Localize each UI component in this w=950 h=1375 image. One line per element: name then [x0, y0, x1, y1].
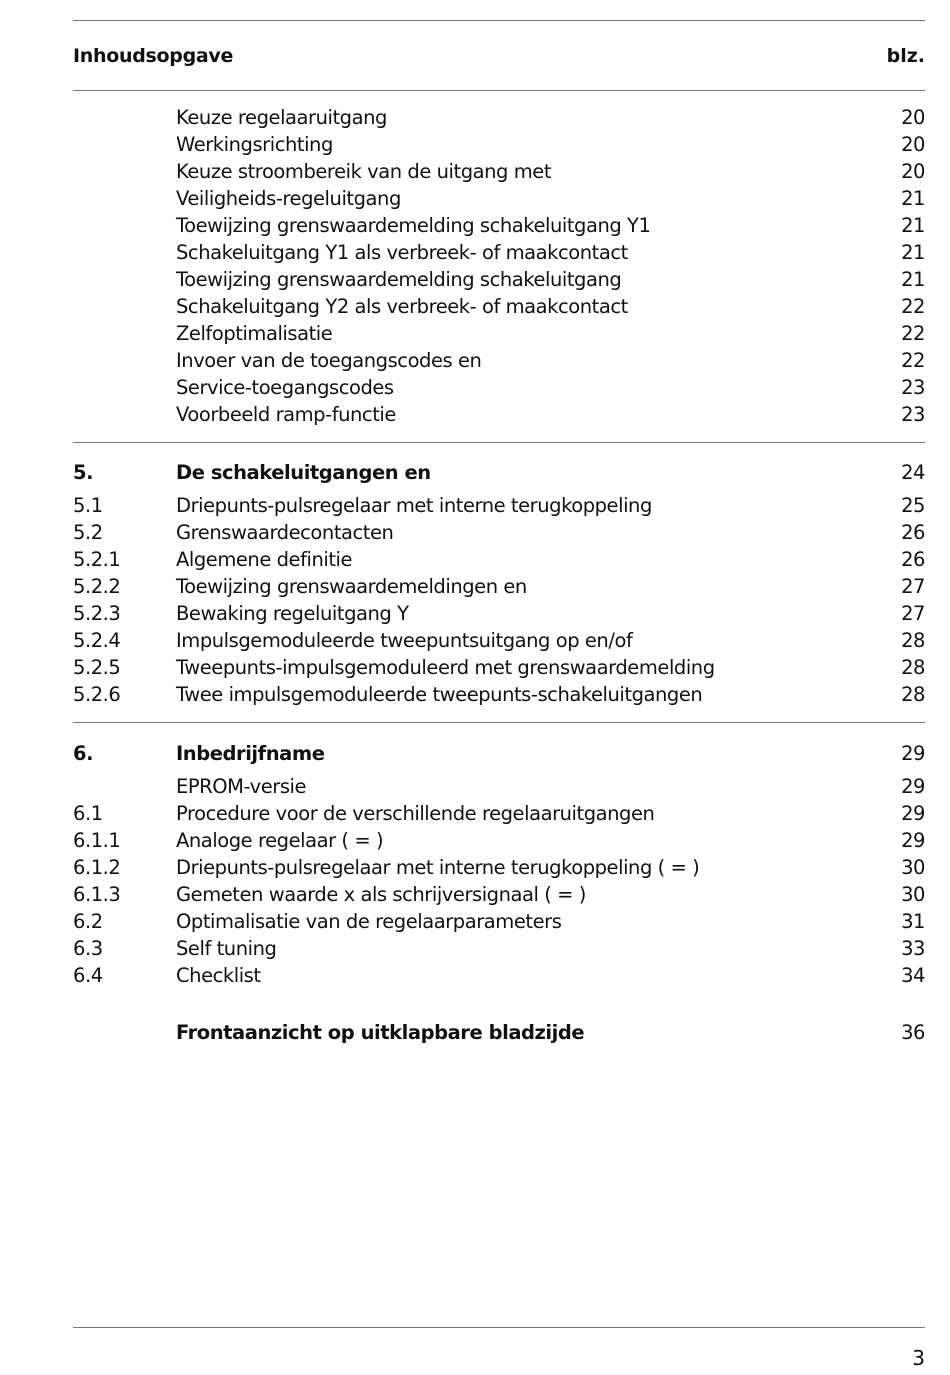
toc-block-3	[73, 740, 925, 989]
entry-title: Service-toegangscodes	[176, 376, 394, 399]
entry-number: 5.2.1	[73, 548, 121, 571]
entry-title: Schakeluitgang Y1 als verbreek- of maakcontact	[176, 241, 628, 264]
toc-entry[interactable]	[73, 627, 925, 654]
entry-title: Schakeluitgang Y2 als verbreek- of maakcontact	[176, 295, 628, 318]
entry-page: 28	[901, 683, 925, 706]
toc-block-2	[73, 459, 925, 708]
entry-title: Algemene definitie	[176, 548, 353, 571]
toc-entry[interactable]	[73, 212, 925, 239]
toc-entry[interactable]	[73, 401, 925, 428]
entry-page: 33	[901, 937, 925, 960]
toc-entry[interactable]	[73, 935, 925, 962]
entry-page: 31	[901, 910, 925, 933]
footer-rule	[73, 1327, 925, 1328]
entry-number: 6.1.2	[73, 856, 121, 879]
toc-entry[interactable]	[73, 881, 925, 908]
entry-page: 20	[901, 160, 925, 183]
section-rule	[73, 722, 925, 723]
toc-entry[interactable]	[73, 185, 925, 212]
entry-page: 23	[901, 403, 925, 426]
top-rule	[73, 20, 925, 21]
toc-entry[interactable]	[73, 773, 925, 800]
entry-number: 6.1	[73, 802, 103, 825]
entry-page: 21	[901, 214, 925, 237]
entry-page: 20	[901, 106, 925, 129]
entry-title: Werkingsrichting	[176, 133, 333, 156]
entry-title: Driepunts-pulsregelaar met interne terugkoppeling	[176, 494, 652, 517]
toc-entry[interactable]	[73, 908, 925, 935]
entry-number: 5.2.5	[73, 656, 121, 679]
toc-final-entry[interactable]	[73, 1019, 925, 1046]
entry-page: 36	[901, 1021, 925, 1044]
toc-chapter-heading[interactable]	[73, 459, 925, 486]
toc-entry[interactable]	[73, 600, 925, 627]
toc-entry[interactable]	[73, 962, 925, 989]
entry-title: Grenswaardecontacten	[176, 521, 394, 544]
toc-entry[interactable]	[73, 681, 925, 708]
entry-title: Procedure voor de verschillende regelaaruitgangen	[176, 802, 655, 825]
entry-number: 5.2.2	[73, 575, 121, 598]
header-rule	[73, 90, 925, 91]
entry-page: 22	[901, 349, 925, 372]
chapter-number: 6.	[73, 742, 94, 765]
entry-page: 29	[901, 775, 925, 798]
entry-number: 6.2	[73, 910, 103, 933]
entry-title: Keuze stroombereik van de uitgang met	[176, 160, 552, 183]
toc-entry[interactable]	[73, 320, 925, 347]
page-number: 3	[912, 1346, 925, 1370]
entry-title: Bewaking regeluitgang Y	[176, 602, 409, 625]
entry-title: Invoer van de toegangscodes en	[176, 349, 482, 372]
toc-entry[interactable]	[73, 800, 925, 827]
chapter-number: 5.	[73, 461, 94, 484]
toc-entry[interactable]	[73, 293, 925, 320]
entry-page: 28	[901, 656, 925, 679]
entry-title: Veiligheids-regeluitgang	[176, 187, 401, 210]
entry-title: Gemeten waarde x als schrijversignaal ( = )	[176, 883, 586, 906]
toc-entry[interactable]	[73, 492, 925, 519]
entry-title: Zelfoptimalisatie	[176, 322, 333, 345]
toc-entry[interactable]	[73, 158, 925, 185]
toc-entry[interactable]	[73, 854, 925, 881]
entry-page: 30	[901, 883, 925, 906]
toc-chapter-heading[interactable]	[73, 740, 925, 767]
entry-number: 5.2	[73, 521, 103, 544]
toc-header	[73, 45, 925, 73]
entry-page: 21	[901, 187, 925, 210]
entry-title: Voorbeeld ramp-functie	[176, 403, 396, 426]
toc-block-1	[73, 104, 925, 428]
chapter-page: 29	[901, 742, 925, 765]
entry-title: Toewijzing grenswaardemelding schakeluitgang Y1	[176, 214, 651, 237]
section-rule	[73, 442, 925, 443]
entry-page: 28	[901, 629, 925, 652]
toc-entry[interactable]	[73, 347, 925, 374]
entry-title: EPROM-versie	[176, 775, 307, 798]
entry-title: Driepunts-pulsregelaar met interne terugkoppeling ( = )	[176, 856, 700, 879]
entry-title: Impulsgemoduleerde tweepuntsuitgang op en/of	[176, 629, 633, 652]
toc-entry[interactable]	[73, 519, 925, 546]
toc-entry[interactable]	[73, 266, 925, 293]
toc-entry[interactable]	[73, 573, 925, 600]
entry-title: Keuze regelaaruitgang	[176, 106, 387, 129]
toc-entry[interactable]	[73, 374, 925, 401]
toc-entry[interactable]	[73, 546, 925, 573]
toc-entry[interactable]	[73, 104, 925, 131]
chapter-page: 24	[901, 461, 925, 484]
entry-title: Tweepunts-impulsgemoduleerd met grenswaardemelding	[176, 656, 715, 679]
page-column-label: blz.	[886, 45, 925, 67]
entry-number: 5.1	[73, 494, 103, 517]
entry-page: 22	[901, 295, 925, 318]
toc-entry[interactable]	[73, 239, 925, 266]
entry-page: 26	[901, 548, 925, 571]
entry-number: 5.2.6	[73, 683, 121, 706]
entry-number: 6.1.3	[73, 883, 121, 906]
entry-page: 26	[901, 521, 925, 544]
entry-page: 25	[901, 494, 925, 517]
chapter-title: De schakeluitgangen en	[176, 461, 431, 484]
toc-title: Inhoudsopgave	[73, 45, 234, 67]
entry-page: 34	[901, 964, 925, 987]
chapter-title: Inbedrijfname	[176, 742, 325, 765]
entry-number: 6.4	[73, 964, 103, 987]
toc-entry[interactable]	[73, 827, 925, 854]
entry-title: Analoge regelaar ( = )	[176, 829, 384, 852]
toc-entry[interactable]	[73, 654, 925, 681]
entry-title: Self tuning	[176, 937, 277, 960]
entry-page: 29	[901, 802, 925, 825]
toc-entry[interactable]	[73, 131, 925, 158]
entry-title: Toewijzing grenswaardemelding schakeluitgang	[176, 268, 622, 291]
entry-number: 6.1.1	[73, 829, 121, 852]
entry-page: 30	[901, 856, 925, 879]
entry-number: 6.3	[73, 937, 103, 960]
entry-number: 5.2.4	[73, 629, 121, 652]
entry-title: Frontaanzicht op uitklapbare bladzijde	[176, 1021, 585, 1044]
entry-page: 27	[901, 602, 925, 625]
entry-title: Toewijzing grenswaardemeldingen en	[176, 575, 527, 598]
entry-page: 29	[901, 829, 925, 852]
entry-page: 23	[901, 376, 925, 399]
entry-number: 5.2.3	[73, 602, 121, 625]
entry-title: Checklist	[176, 964, 261, 987]
entry-page: 21	[901, 241, 925, 264]
entry-title: Optimalisatie van de regelaarparameters	[176, 910, 562, 933]
entry-title: Twee impulsgemoduleerde tweepunts-schakeluitgangen	[176, 683, 703, 706]
entry-page: 22	[901, 322, 925, 345]
entry-page: 21	[901, 268, 925, 291]
entry-page: 20	[901, 133, 925, 156]
entry-page: 27	[901, 575, 925, 598]
toc-final-block	[73, 1019, 925, 1046]
